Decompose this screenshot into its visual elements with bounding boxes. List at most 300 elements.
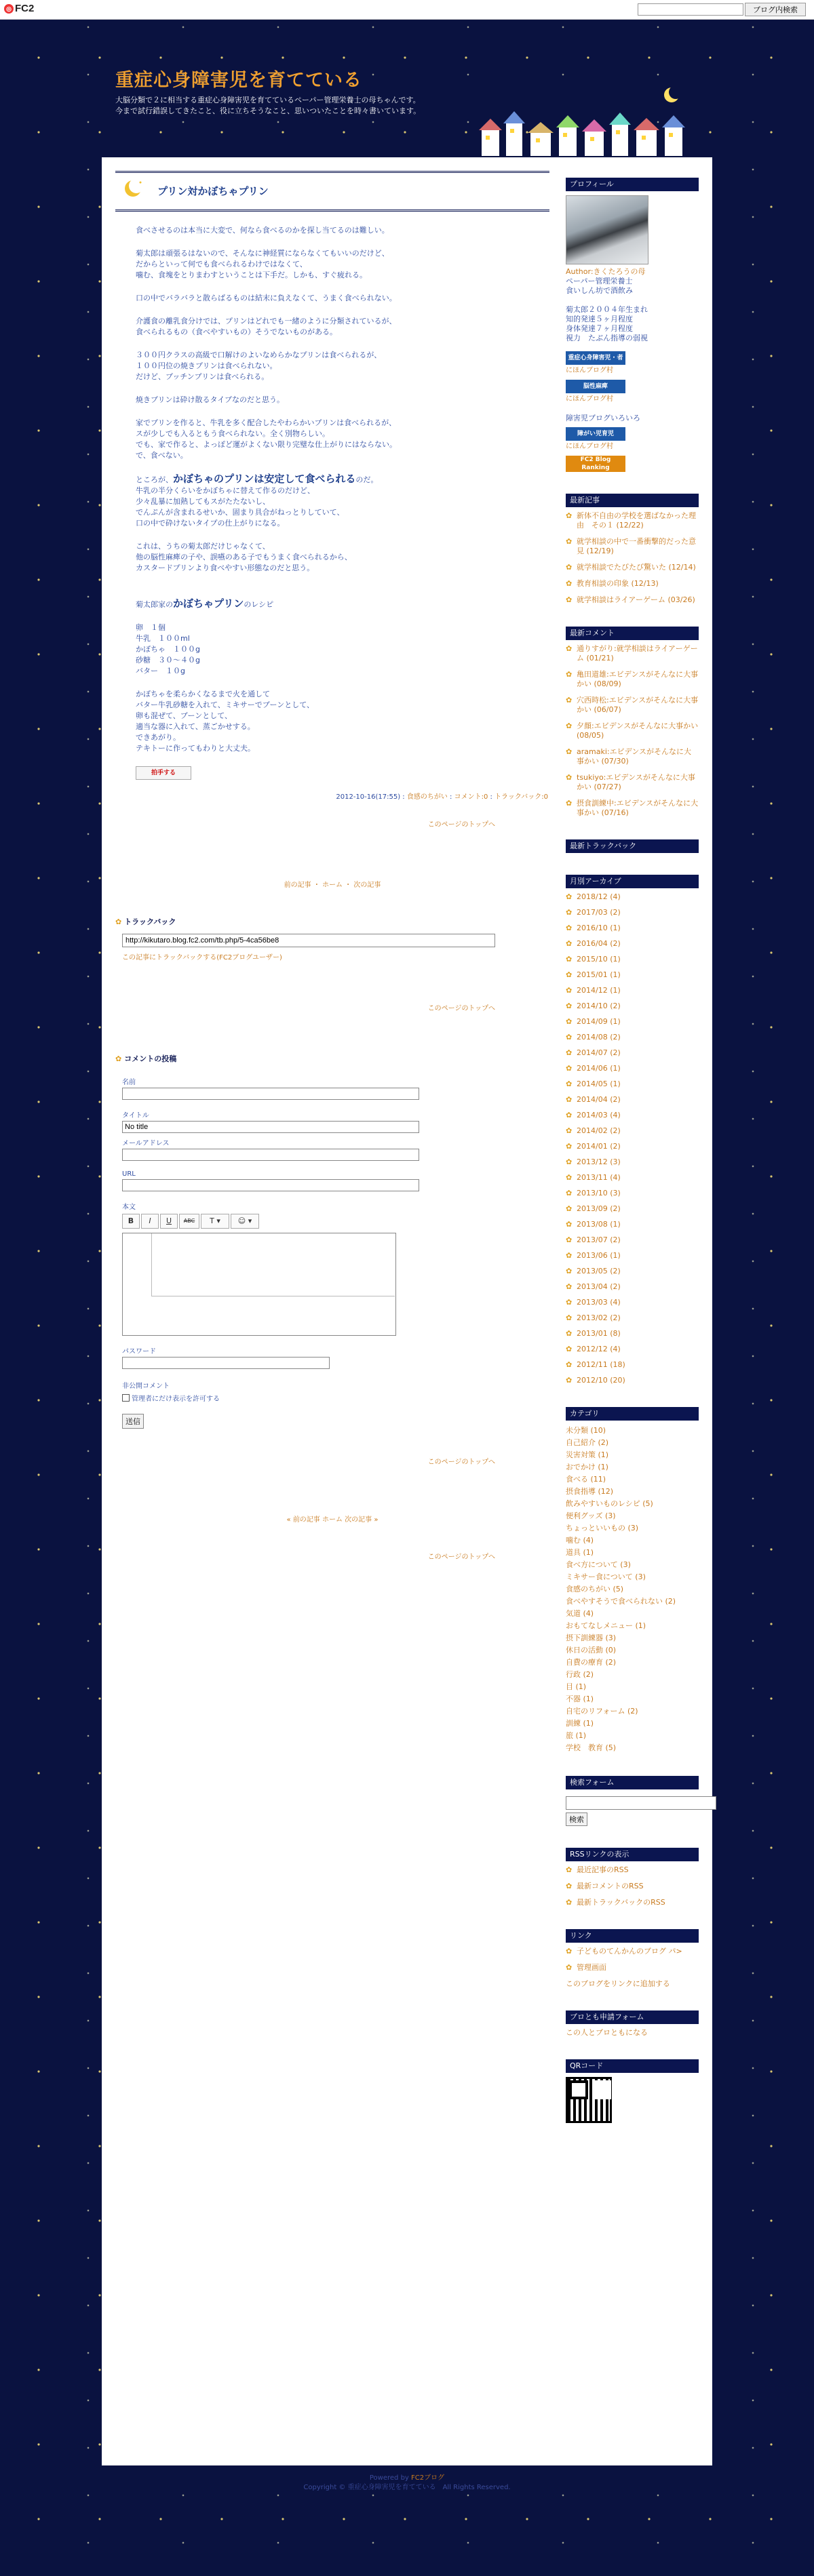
body-label: 本文	[122, 1204, 136, 1211]
entry-line: これは、うちの菊太郎だけじゃなくて、	[136, 542, 270, 551]
recent-entry	[566, 511, 699, 530]
entry-line: で、食べない。	[136, 451, 188, 460]
archive-item-link[interactable]: 2013/02 (2)	[577, 1313, 621, 1322]
sidebar-search-input[interactable]	[566, 1796, 716, 1810]
star-icon: ✿	[566, 1048, 573, 1057]
category-item[interactable]: 摂下訓練器 (3)	[566, 1633, 617, 1642]
entry-line: かぼちゃを柔らかくなるまで火を通して	[136, 690, 270, 698]
entry-line: 介護食の離乳食分けでは、プリンはどれでも一緒のように分類されているが、	[136, 317, 397, 325]
entry-title[interactable]: プリン対かぼちゃプリン	[157, 185, 269, 197]
entry-line: テキトーに作ってもわりと大丈夫。	[136, 744, 255, 753]
category-item[interactable]: 気道 (4)	[566, 1609, 594, 1618]
archive-item	[566, 1079, 699, 1089]
qr-heading: QRコード	[566, 2059, 699, 2073]
archives-list	[566, 888, 699, 1385]
archive-item-link[interactable]: 2015/01 (1)	[577, 970, 621, 979]
star-icon: ✿	[566, 970, 573, 979]
archive-item-link[interactable]: 2015/10 (1)	[577, 955, 621, 964]
archive-item-link[interactable]: 2013/05 (2)	[577, 1267, 621, 1275]
category-item[interactable]: 行政 (2)	[566, 1670, 594, 1679]
category-item[interactable]: 道具 (1)	[566, 1548, 594, 1557]
password-field[interactable]	[122, 1357, 330, 1369]
entry-line: だけど、プッチンプリンは食べられる。	[136, 372, 269, 381]
profile-box	[566, 178, 699, 472]
archive-item-link[interactable]: 2014/08 (2)	[577, 1033, 621, 1042]
entry-line: ところが、	[136, 475, 173, 484]
secret-checkbox-label[interactable]: 管理者にだけ表示を許可する	[132, 1395, 220, 1403]
archive-item-link[interactable]: 2014/10 (2)	[577, 1002, 621, 1010]
category-item[interactable]: おもてなしメニュー (1)	[566, 1621, 646, 1630]
star-icon: ✿	[566, 1267, 573, 1275]
archive-item	[566, 986, 699, 995]
star-icon: ✿	[566, 773, 573, 782]
star-icon: ✿	[566, 1298, 573, 1307]
links-list	[566, 1947, 699, 1973]
entry-line: 噛む、食塊をとりまわすということは下手だ。しかも、すぐ疲れる。	[136, 271, 367, 279]
archive-item	[566, 1033, 699, 1042]
recent-trackback-box	[566, 839, 699, 853]
banner-label[interactable]: にほんブログ村	[566, 443, 613, 450]
archive-item-link[interactable]: 2016/04 (2)	[577, 939, 621, 948]
star-icon: ✿	[566, 1220, 573, 1229]
category-item[interactable]: 摂食指導 (12)	[566, 1487, 614, 1496]
entry-footer: 2012-10-16(17:55) : 食感のちがい : コメント:0 : トラックバック:0	[336, 793, 548, 801]
entry-line: のレシピ	[244, 600, 274, 609]
category-item[interactable]: 噛む (4)	[566, 1536, 594, 1545]
archives-box	[566, 875, 699, 1385]
page-top-link[interactable]: このページのトップへ	[427, 1459, 495, 1466]
recent-comment-link[interactable]: 夕顔:エビデンスがそんなに大事かい (08/05)	[577, 721, 699, 740]
comment-body-textarea[interactable]	[122, 1233, 396, 1336]
archive-item	[566, 1282, 699, 1292]
link-item-link[interactable]: 子どものてんかんのブログ パ>	[577, 1947, 682, 1956]
category-item[interactable]: 飲みやすいものレシピ (5)	[566, 1499, 653, 1508]
category-item[interactable]: 未分類 (10)	[566, 1426, 606, 1435]
blog-description-line: 大脳分類で２に相当する重症心身障害児を育てているペーパー管理栄養士の母ちゃんです。	[115, 96, 421, 104]
star-icon: ✿	[566, 1002, 573, 1010]
rss-item	[566, 1882, 699, 1891]
next-entry-link[interactable]: 次の記事 »	[345, 1516, 379, 1524]
star-icon: ✿	[566, 721, 573, 730]
home-link[interactable]: ホーム	[322, 881, 343, 889]
entry-paragraph	[136, 316, 549, 338]
archive-item	[566, 1095, 699, 1105]
archive-item-link[interactable]: 2014/12 (1)	[577, 986, 621, 995]
category-item[interactable]: おでかけ (1)	[566, 1463, 608, 1471]
category-item[interactable]: 食べやすそうで食べられない (2)	[566, 1597, 676, 1606]
archive-item	[566, 892, 699, 902]
fc2blog-link[interactable]: FC2ブログ	[411, 2474, 445, 2482]
archive-item-link[interactable]: 2017/03 (2)	[577, 908, 621, 917]
links-heading: リンク	[566, 1929, 699, 1943]
star-icon: ✿	[566, 1017, 573, 1026]
archive-item-link[interactable]: 2013/03 (4)	[577, 1298, 621, 1307]
rss-item	[566, 1898, 699, 1907]
recent-comment-link[interactable]: 亀田道雄:エビデンスがそんなに大事かい (08/09)	[577, 670, 699, 688]
archive-item	[566, 1376, 699, 1385]
entry-paragraph	[136, 225, 549, 236]
sidebar-search-button[interactable]: 検索	[566, 1812, 587, 1826]
profile-heading: プロフィール	[566, 178, 699, 191]
trackback-heading-text: トラックバック	[124, 917, 176, 926]
next-entry-link[interactable]: 次の記事	[353, 881, 381, 889]
secret-label: 非公開コメント	[122, 1383, 170, 1390]
entry-paragraph	[136, 418, 549, 461]
profile-bio-line: 知的発達５ヶ月程度	[566, 315, 633, 323]
category-item[interactable]: 学校 教育 (5)	[566, 1743, 617, 1752]
entry-line: 他の脳性麻痺の子や、誤嚥のある子でもうまく食べられるから、	[136, 553, 352, 561]
entry-line: ３００円クラスの高級で口解けのよいなめらかなプリンは食べられるが、	[136, 351, 382, 359]
entry-comment-link[interactable]: コメント:0	[454, 793, 488, 801]
qr-box	[566, 2059, 699, 2123]
page-top-link[interactable]: このページのトップへ	[427, 1005, 495, 1012]
archive-item	[566, 1298, 699, 1307]
ring-link[interactable]: 障害児ブログいろいろ	[566, 414, 640, 422]
entry-line: 砂糖 ３０～４０g	[136, 656, 200, 665]
rss-item-link[interactable]: 最近記事のRSS	[577, 1865, 629, 1874]
star-icon: ✿	[566, 892, 573, 901]
category-item[interactable]: 便利グッズ (3)	[566, 1511, 616, 1520]
submit-button[interactable]: 送信	[122, 1414, 144, 1429]
trackback-url-field[interactable]	[122, 934, 495, 947]
star-icon: ✿	[566, 563, 573, 572]
rss-box	[566, 1848, 699, 1907]
star-icon: ✿	[566, 1173, 573, 1182]
add-link[interactable]: このブログをリンクに追加する	[566, 1979, 670, 1988]
recent-entries-heading: 最新記事	[566, 494, 699, 507]
recent-comment-link[interactable]: 摂食訓練中:エビデンスがそんなに大事かい (07/16)	[577, 799, 699, 817]
star-icon: ✿	[566, 1313, 573, 1322]
emoji-button[interactable]: ☺ ▾	[231, 1214, 259, 1229]
entry-line: 卵 １個	[136, 623, 166, 632]
archive-item	[566, 1002, 699, 1011]
star-icon: ✿	[566, 939, 573, 948]
entry-date: 2012-10-16(17:55)	[336, 793, 401, 801]
comment-form-heading-text: コメントの投稿	[124, 1054, 177, 1063]
star-icon: ✿	[566, 1345, 573, 1353]
comment-form-heading	[115, 1053, 549, 1064]
title-field[interactable]	[122, 1121, 419, 1133]
rss-item	[566, 1865, 699, 1875]
entry-line: スが少しでも入るともう食べられない。全く別物らしい。	[136, 429, 330, 438]
star-icon: ✿	[566, 595, 573, 604]
archive-item-link[interactable]: 2016/10 (1)	[577, 924, 621, 932]
category-item[interactable]: 災害対策 (1)	[566, 1450, 609, 1459]
blog-description-line: 今まで試行錯誤してきたこと、役に立ちそうなこと、思いついたことを時々書いています。	[115, 106, 421, 115]
star-icon: ✿	[566, 1079, 573, 1088]
star-icon: ✿	[566, 1282, 573, 1291]
recent-comment-link[interactable]: 穴西時松:エビデンスがそんなに大事かい (06/07)	[577, 696, 699, 714]
powered-by-text: Powered by	[369, 2474, 412, 2482]
recent-comment	[566, 799, 699, 818]
entry-line: できあがり。	[136, 733, 180, 742]
url-field[interactable]	[122, 1179, 419, 1191]
archive-item	[566, 1313, 699, 1323]
banner-shougaiji[interactable]: 障がい児育児	[566, 427, 625, 441]
category-item[interactable]: 自費の療育 (2)	[566, 1658, 617, 1667]
prev-entry-link[interactable]: 前の記事	[284, 881, 311, 889]
star-icon: ✿	[566, 1235, 573, 1244]
entry-line: 焼きプリンは砕け散るタイプなのだと思う。	[136, 395, 285, 404]
rss-heading: RSSリンクの表示	[566, 1848, 699, 1861]
home-link[interactable]: ホーム	[322, 1516, 343, 1524]
page-top-link[interactable]: このページのトップへ	[427, 821, 495, 829]
recent-comments-box	[566, 627, 699, 818]
recent-entry-link[interactable]: 新体不自由の学校を選ばなかった理由 その１ (12/22)	[577, 511, 696, 530]
star-icon: ✿	[566, 1033, 573, 1042]
archive-item-link[interactable]: 2013/09 (2)	[577, 1204, 621, 1213]
archive-item	[566, 970, 699, 980]
archive-item-link[interactable]: 2014/07 (2)	[577, 1048, 621, 1057]
blog-title[interactable]: 重症心身障害児を育てている	[115, 70, 362, 91]
star-icon: ✿	[566, 670, 573, 679]
entry-line: でも、家で作ると、よっぽど運がよくない限り完璧な仕上がりにはならない。	[136, 440, 397, 449]
banner-label[interactable]: にほんブログ村	[566, 367, 613, 374]
entry-line: 牛乳 １００ml	[136, 634, 190, 643]
fc2-logo[interactable]	[4, 3, 34, 14]
category-item[interactable]: 食べる (11)	[566, 1475, 606, 1484]
recent-comment-link[interactable]: 通りすがり:就学相談はライアーゲーム (01/21)	[577, 644, 698, 662]
archive-item-link[interactable]: 2012/11 (18)	[577, 1360, 625, 1369]
search-box	[566, 1776, 699, 1826]
prev-entry-link[interactable]: « 前の記事	[286, 1516, 320, 1524]
recipe-heading	[136, 598, 549, 610]
link-item	[566, 1963, 699, 1973]
star-icon: ✿	[566, 1204, 573, 1213]
archive-item	[566, 908, 699, 917]
star-icon: ✿	[566, 924, 573, 932]
star-icon: ✿	[566, 955, 573, 964]
recent-comment	[566, 670, 699, 689]
friend-heading: ブロとも申請フォーム	[566, 2010, 699, 2024]
recent-entries-list	[566, 507, 699, 605]
blog-description	[115, 95, 536, 117]
recent-entry	[566, 579, 699, 589]
profile-bio	[566, 305, 699, 343]
recent-comment	[566, 747, 699, 766]
entry-line: 菊太郎家の	[136, 600, 173, 609]
profile-lines	[566, 277, 699, 296]
links-box	[566, 1929, 699, 1989]
star-icon: ✿	[566, 1126, 573, 1135]
blog-search-input[interactable]	[638, 3, 743, 16]
italic-button[interactable]: I	[141, 1214, 159, 1229]
recent-entries-box	[566, 494, 699, 605]
friend-link[interactable]: この人とブロともになる	[566, 2028, 648, 2037]
secret-checkbox[interactable]	[122, 1394, 130, 1402]
banner-fc2-ranking[interactable]: FC2 Blog Ranking	[566, 456, 625, 472]
entry-paragraph	[136, 293, 549, 304]
star-icon: ✿	[566, 696, 573, 705]
archive-item-link[interactable]: 2013/12 (3)	[577, 1157, 621, 1166]
archives-heading: 月別アーカイブ	[566, 875, 699, 888]
archive-item	[566, 1111, 699, 1120]
archive-item	[566, 1142, 699, 1151]
profile-bio-line: 視力 たぶん指導の弱視	[566, 334, 648, 342]
star-icon: ✿	[566, 799, 573, 808]
archive-item-link[interactable]: 2013/11 (4)	[577, 1173, 621, 1182]
archive-item-link[interactable]: 2013/01 (8)	[577, 1329, 621, 1338]
url-label: URL	[122, 1170, 136, 1178]
strike-button[interactable]: ABC	[179, 1214, 199, 1229]
category-item[interactable]: 休日の活動 (0)	[566, 1646, 617, 1654]
archive-item	[566, 1220, 699, 1229]
archive-item	[566, 1126, 699, 1136]
font-color-button[interactable]: T ▾	[201, 1214, 229, 1229]
entry-line: 卵も混ぜて、ブーンとして、	[136, 711, 233, 720]
recent-entry-link[interactable]: 就学相談でたびたび驚いた (12/14)	[577, 563, 696, 572]
recent-comment-link[interactable]: aramaki:エビデンスがそんなに大事かい (07/30)	[577, 747, 692, 766]
archive-item-link[interactable]: 2012/12 (4)	[577, 1345, 621, 1353]
category-item[interactable]: 食べ方について (3)	[566, 1560, 631, 1569]
name-label: 名前	[122, 1079, 136, 1086]
content-panel	[102, 157, 712, 2465]
category-item[interactable]: 訓練 (1)	[566, 1719, 594, 1728]
link-item	[566, 1947, 699, 1956]
category-item[interactable]: 目 (1)	[566, 1682, 587, 1691]
page-top-link[interactable]: このページのトップへ	[427, 1553, 495, 1561]
categories-list	[566, 1421, 699, 1754]
name-field[interactable]	[122, 1088, 419, 1100]
categories-box	[566, 1407, 699, 1754]
profile-bio-line: 身体発達７ヶ月程度	[566, 324, 633, 333]
entry-pager: 前の記事 ・ ホーム ・ 次の記事	[284, 881, 381, 889]
clap-button[interactable]: 拍手する	[136, 766, 191, 780]
archive-item	[566, 1189, 699, 1198]
archive-item-link[interactable]: 2014/05 (1)	[577, 1079, 621, 1088]
banner-label[interactable]: にほんブログ村	[566, 395, 613, 403]
archive-item-link[interactable]: 2014/09 (1)	[577, 1017, 621, 1026]
archive-item-link[interactable]: 2013/08 (1)	[577, 1220, 621, 1229]
entry-line: バター牛乳砂糖を入れて、ミキサーでブーンとして、	[136, 700, 315, 709]
archive-item-link[interactable]: 2014/06 (1)	[577, 1064, 621, 1073]
archive-item	[566, 939, 699, 949]
entry-line: 口の中で砕けないタイプの仕上がりになる。	[136, 519, 285, 528]
category-item[interactable]: 食感のちがい (5)	[566, 1585, 624, 1593]
entry-line: かぼちゃ １００g	[136, 645, 200, 654]
star-icon: ✿	[566, 908, 573, 917]
email-field[interactable]	[122, 1149, 419, 1161]
bold-button[interactable]: B	[122, 1214, 140, 1229]
star-icon: ✿	[566, 1111, 573, 1119]
email-label: メールアドレス	[122, 1140, 170, 1147]
banner-jyuusyou[interactable]: 重症心身障害児・者	[566, 351, 625, 365]
archive-item	[566, 1267, 699, 1276]
moon-icon	[122, 177, 145, 200]
archive-item-link[interactable]: 2014/03 (4)	[577, 1111, 621, 1119]
star-icon: ✿	[566, 747, 573, 756]
profile-line: 食いしん坊で酒飲み	[566, 286, 633, 295]
houses-illustration	[475, 81, 709, 163]
trackback-heading	[115, 916, 549, 927]
entry-line: 食べさせるのは本当に大変で、何なら食べるのかを探し当てるのは難しい。	[136, 226, 389, 235]
archive-item-link[interactable]: 2012/10 (20)	[577, 1376, 625, 1385]
star-icon: ✿	[566, 1095, 573, 1104]
footer	[0, 2474, 814, 2493]
archive-item-link[interactable]: 2018/12 (4)	[577, 892, 621, 901]
copyright: Copyright © 重症心身障害児を育てている All Rights Reserved.	[303, 2484, 511, 2491]
recent-entry-link[interactable]: 就学相談はライアーゲーム (03/26)	[577, 595, 695, 604]
banner-noseimahi[interactable]: 脳性麻痺	[566, 380, 625, 393]
star-icon: ✿	[566, 1329, 573, 1338]
recent-comments-heading: 最新コメント	[566, 627, 699, 640]
category-item[interactable]: 不器 (1)	[566, 1695, 594, 1703]
archive-item-link[interactable]: 2014/04 (2)	[577, 1095, 621, 1104]
archive-item-link[interactable]: 2013/06 (1)	[577, 1251, 621, 1260]
archive-item-link[interactable]: 2014/02 (2)	[577, 1126, 621, 1135]
recent-trackback-heading: 最新トラックバック	[566, 839, 699, 853]
entry-trackback-link[interactable]: トラックバック:0	[495, 793, 548, 801]
recent-entry-link[interactable]: 就学相談の中で一番衝撃的だった意見 (12/19)	[577, 537, 696, 555]
entry-line: 食べられるもの（食べやすいもの）そうでないものがある。	[136, 328, 337, 336]
star-icon: ✿	[566, 644, 573, 653]
trackback-post-link[interactable]: この記事にトラックバックする(FC2ブログユーザー)	[122, 954, 282, 962]
bottom-pager	[115, 1513, 549, 1524]
blog-search-button[interactable]: ブログ内検索	[745, 3, 806, 16]
archive-item	[566, 1204, 699, 1214]
archive-item	[566, 1329, 699, 1339]
archive-item	[566, 1064, 699, 1073]
star-icon: ✿	[566, 1157, 573, 1166]
main-column	[115, 171, 549, 1561]
star-icon: ✿	[566, 1947, 573, 1956]
entry-line: 少々乱暴に加熱してもスがたたないし、	[136, 497, 270, 506]
rss-item-link[interactable]: 最新トラックバックのRSS	[577, 1898, 665, 1907]
recipe-title: かぼちゃプリン	[173, 597, 244, 610]
archive-item-link[interactable]: 2014/01 (2)	[577, 1142, 621, 1151]
archive-item-link[interactable]: 2013/10 (3)	[577, 1189, 621, 1197]
search-heading: 検索フォーム	[566, 1776, 699, 1789]
archive-item	[566, 1173, 699, 1183]
archive-item-link[interactable]: 2013/07 (2)	[577, 1235, 621, 1244]
recent-entry	[566, 537, 699, 556]
category-item[interactable]: ミキサー食について (3)	[566, 1572, 646, 1581]
entry-line: のだ。	[355, 475, 379, 484]
password-label: パスワード	[122, 1348, 156, 1355]
archive-item	[566, 1360, 699, 1370]
entry-category-link[interactable]: 食感のちがい	[406, 793, 448, 801]
underline-button[interactable]: U	[160, 1214, 178, 1229]
entry-paragraph	[136, 350, 549, 382]
recent-entry	[566, 563, 699, 572]
ingredient-list	[136, 622, 549, 677]
fc2-logo-text: FC2	[15, 3, 35, 14]
star-icon: ✿	[566, 1064, 573, 1073]
textarea-inner-area	[151, 1233, 395, 1296]
entry-header	[115, 171, 549, 212]
archive-item	[566, 1157, 699, 1167]
recent-comment	[566, 644, 699, 663]
profile-image	[566, 195, 648, 264]
recent-comment-link[interactable]: tsukiyo:エビデンスがそんなに大事かい (07/27)	[577, 773, 695, 791]
archive-item	[566, 924, 699, 933]
star-icon: ✿	[566, 511, 573, 520]
category-item[interactable]: 自己紹介 (2)	[566, 1438, 609, 1447]
category-item[interactable]: ちょっといいもの (3)	[566, 1524, 639, 1532]
archive-item	[566, 1251, 699, 1261]
category-item[interactable]: 旅 (1)	[566, 1731, 587, 1740]
archive-item-link[interactable]: 2013/04 (2)	[577, 1282, 621, 1291]
archive-item	[566, 1048, 699, 1058]
profile-author[interactable]: Author:きくたろうの母	[566, 267, 646, 276]
category-item[interactable]: 自宅のリフォーム (2)	[566, 1707, 638, 1716]
entry-line: 牛乳の半分くらいをかぼちゃに替えて作るのだけど、	[136, 486, 315, 495]
link-item-link[interactable]: 管理画面	[577, 1963, 606, 1972]
text-color-icon: T	[210, 1216, 214, 1225]
recent-entry-link[interactable]: 教育相談の印象 (12/13)	[577, 579, 659, 588]
rss-item-link[interactable]: 最新コメントのRSS	[577, 1882, 644, 1890]
entry-line: 適当な器に入れて、蒸ごかせする。	[136, 722, 255, 731]
